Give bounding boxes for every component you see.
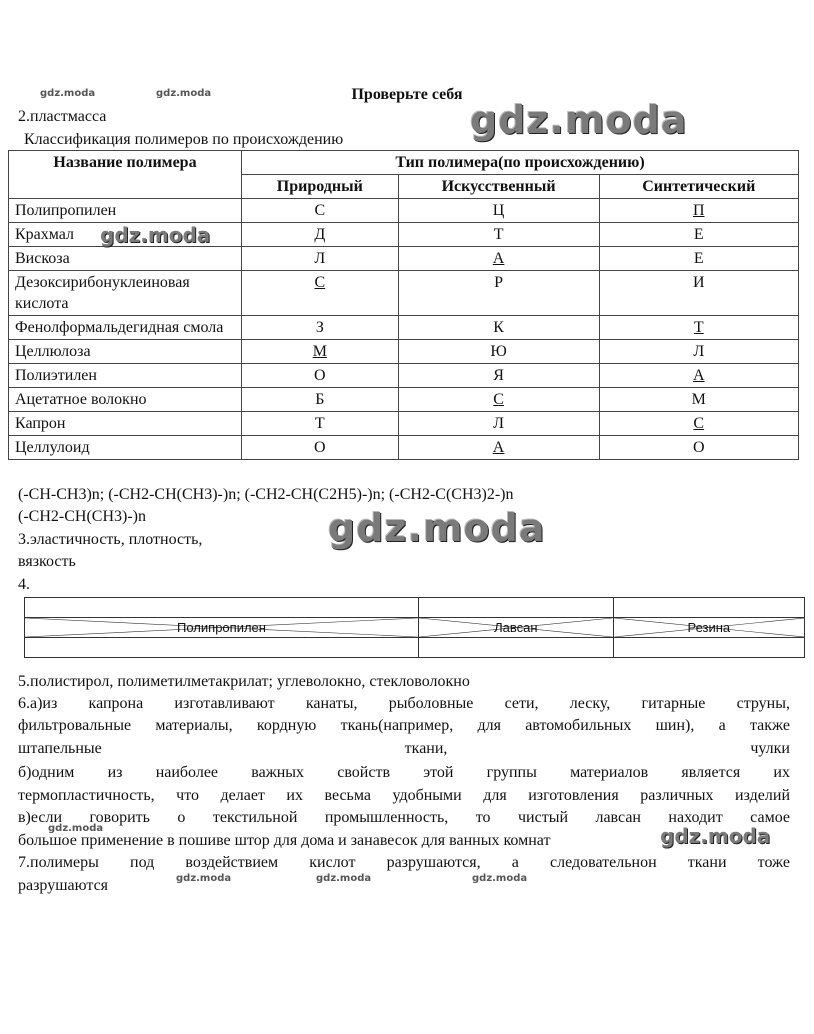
letter-synthetic (599, 199, 798, 223)
letter-natural (242, 223, 399, 247)
letter-artificial (398, 199, 599, 223)
letter: К (493, 319, 504, 336)
table-row (9, 271, 799, 316)
answer-2: 2.пластмасса (18, 108, 107, 125)
formulas-line-2: (-CH2-CH(CH3)-)n (18, 508, 146, 525)
letter: О (314, 439, 326, 456)
t4-cell-lavsan (418, 618, 613, 638)
watermark-small: gdz.moda (48, 823, 104, 834)
letter-natural (242, 364, 399, 388)
answer-6a-line-2: фильтровальные материалы, кордную ткань(например, для автомобильных шин), а также (18, 717, 790, 734)
letter-natural (242, 340, 399, 364)
letter: Т (493, 226, 504, 243)
letter: С (314, 202, 326, 219)
letter: Б (315, 391, 325, 408)
watermark-small: gdz.moda (156, 88, 212, 99)
word: ткани, (404, 740, 448, 757)
letter: П (692, 202, 705, 219)
letter-artificial (398, 271, 599, 316)
letter-artificial (398, 388, 599, 412)
header-name: Название полимера (9, 151, 242, 199)
letter: Ю (490, 343, 507, 360)
formulas-line-1: (-CH-CH3)n; (-CH2-CH(CH3)-)n; (-CH2-CH(C2H5)-)n; (-CH2-C(CH3)2-)n (18, 486, 514, 503)
letter: Д (314, 226, 326, 243)
t4-label: Резина (687, 620, 731, 635)
header-natural: Природный (242, 175, 399, 199)
letter: З (315, 319, 324, 336)
answer-4: 4. (18, 576, 30, 593)
answer-6b-line-1: б)одним из наиболее важных свойств этой группы материалов является их (18, 764, 790, 781)
polymer-name: Целлюлоза (9, 340, 242, 364)
letter: Р (494, 274, 504, 291)
letter-artificial (398, 247, 599, 271)
letter-natural (242, 199, 399, 223)
watermark-medium: gdz.moda (100, 223, 211, 247)
answer-6b-line-2: термопластичность, что делает их весьма удобными для изготовления различных изделий (18, 787, 790, 804)
t4-empty-cell (25, 638, 419, 658)
answer-3-line-1: 3.эластичность, плотность, (18, 531, 203, 548)
polymer-name: Целлулоид (9, 436, 242, 460)
letter: Е (693, 226, 704, 243)
polymer-name: Фенолформальдегидная смола (9, 316, 242, 340)
answer-6a-line-1: 6.а)из капрона изготавливают канаты, рыболовные сети, леску, гитарные струны, (18, 695, 790, 712)
word: чулки (750, 740, 790, 757)
watermark-small: gdz.moda (316, 873, 372, 884)
letter-artificial (398, 412, 599, 436)
letter-synthetic (599, 388, 798, 412)
t4-empty-cell (613, 598, 804, 618)
page-title: Проверьте себя (351, 86, 463, 103)
header-synthetic: Синтетический (599, 175, 798, 199)
classification-title: Классификация полимеров по происхождению (24, 131, 344, 148)
t4-empty-cell (418, 598, 613, 618)
table-row (9, 199, 799, 223)
letter: Ц (492, 202, 505, 219)
letter: М (691, 391, 706, 408)
letter-natural (242, 436, 399, 460)
letter-natural (242, 388, 399, 412)
answer-3-line-2: вязкость (18, 553, 76, 570)
classification-table (8, 150, 799, 460)
polymer-name: Капрон (9, 412, 242, 436)
letter: Л (314, 250, 326, 267)
word: штапельные (18, 740, 102, 757)
t4-empty-cell (25, 598, 419, 618)
polymer-name: Полипропилен (9, 199, 242, 223)
table-row (9, 412, 799, 436)
letter-synthetic (599, 340, 798, 364)
answer-7-line-2: разрушаются (18, 877, 109, 894)
watermark-small: gdz.moda (40, 88, 96, 99)
t4-label: Лавсан (494, 620, 538, 635)
letter-natural (242, 412, 399, 436)
answer-5: 5.полистирол, полиметилметакрилат; углеволокно, стекловолокно (18, 673, 470, 690)
letter: Е (693, 250, 704, 267)
t4-label: Полипропилен (177, 620, 266, 635)
letter: Т (693, 319, 704, 336)
letter: С (693, 415, 705, 432)
letter: Л (493, 415, 504, 432)
watermark-big: gdz.moda (470, 98, 688, 142)
letter: А (492, 250, 505, 267)
t4-cell-rubber (613, 618, 804, 638)
polymer-name: Ацетатное волокно (9, 388, 242, 412)
letter: М (312, 343, 327, 360)
header-artificial: Искусственный (398, 175, 599, 199)
answer-6c-line-2: большое применение в пошиве штор для дома и занавесок для ванных комнат (18, 832, 551, 849)
letter: Л (693, 343, 705, 360)
header-type: Тип полимера(по происхождению) (242, 151, 799, 175)
letter: И (692, 274, 705, 291)
watermark-medium: gdz.moda (660, 824, 771, 848)
table-row (9, 364, 799, 388)
letter: О (692, 439, 705, 456)
table-row (9, 247, 799, 271)
table-row (9, 316, 799, 340)
letter-natural (242, 247, 399, 271)
letter-synthetic (599, 436, 798, 460)
letter-synthetic (599, 316, 798, 340)
answer-7-line-1: 7.полимеры под воздействием кислот разрушаются, а следовательнон ткани тоже (18, 854, 790, 871)
letter-synthetic (599, 271, 798, 316)
letter: Т (314, 415, 325, 432)
watermark-big: gdz.moda (328, 506, 546, 550)
letter-natural (242, 271, 399, 316)
letter-artificial (398, 316, 599, 340)
letter: А (692, 367, 705, 384)
table-row (9, 436, 799, 460)
letter-synthetic (599, 412, 798, 436)
t4-cell-polypropylene (25, 618, 419, 638)
letter-artificial (398, 364, 599, 388)
letter-artificial (398, 223, 599, 247)
table-row (9, 340, 799, 364)
polymer-name: Вискоза (9, 247, 242, 271)
t4-empty-cell (613, 638, 804, 658)
letter-synthetic (599, 364, 798, 388)
polymer-name: Полиэтилен (9, 364, 242, 388)
answer-6a-line-3 (18, 738, 790, 760)
letter: О (314, 367, 326, 384)
letter: А (492, 439, 505, 456)
polymer-name: Крахмал (9, 223, 242, 247)
answer-6c-line-1: в)если говорить о текстильной промышленность, то чистый лавсан находит самое (18, 809, 790, 826)
watermark-small: gdz.moda (472, 873, 528, 884)
letter: Я (493, 367, 504, 384)
polymer-name: Дезоксирибонуклеиновая кислота (9, 271, 242, 316)
t4-empty-cell (418, 638, 613, 658)
answer-4-table (24, 597, 805, 658)
letter-synthetic (599, 223, 798, 247)
letter-natural (242, 316, 399, 340)
watermark-small: gdz.moda (176, 873, 232, 884)
letter: С (493, 391, 504, 408)
letter: С (314, 274, 326, 291)
letter-synthetic (599, 247, 798, 271)
letter-artificial (398, 436, 599, 460)
table-row (9, 388, 799, 412)
letter-artificial (398, 340, 599, 364)
